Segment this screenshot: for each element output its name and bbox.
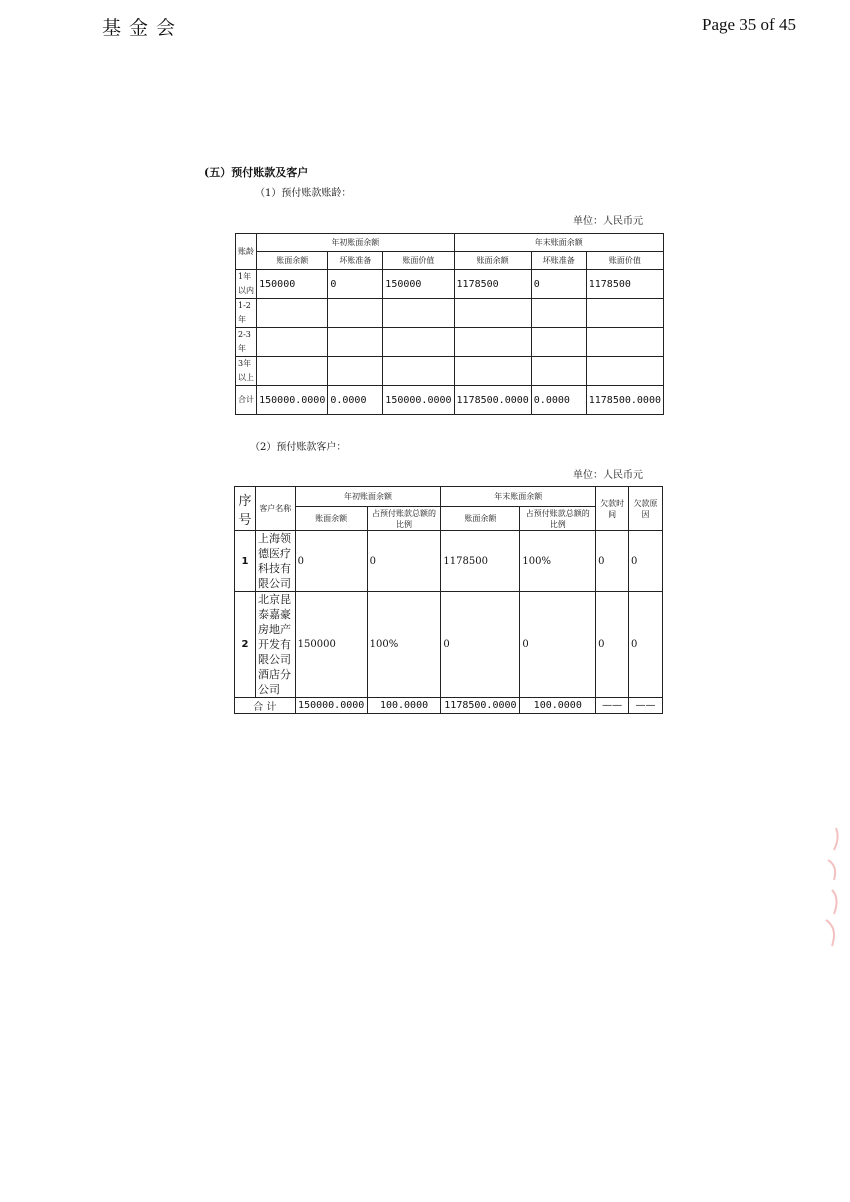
table-cell	[257, 328, 328, 357]
table-cell: ——	[629, 698, 663, 714]
aging-subheader: 账面价值	[383, 252, 454, 270]
table-cell: 0.0000	[531, 386, 586, 415]
stamp-graphic	[818, 820, 848, 950]
table-cell	[328, 299, 383, 328]
table-cell: 0	[629, 531, 663, 592]
table-cell: 150000.0000	[257, 386, 328, 415]
customers-group-begin: 年初账面余额	[295, 487, 441, 507]
customers-subheader-ratio: 占预付账款总额的比例	[367, 507, 441, 531]
table-row	[235, 592, 663, 698]
red-stamp-mark	[818, 820, 848, 950]
table-cell: 1178500.0000	[441, 698, 520, 714]
table-cell: 0.0000	[328, 386, 383, 415]
table-row	[235, 531, 663, 592]
table-cell	[531, 299, 586, 328]
table-cell	[257, 357, 328, 386]
table-cell: 0	[295, 531, 367, 592]
table-cell: 100%	[520, 531, 596, 592]
table-row	[236, 357, 664, 386]
table-cell: 1178500	[586, 270, 663, 299]
aging-group-begin: 年初账面余额	[257, 234, 454, 252]
aging-row-label: 1年以内	[236, 270, 257, 299]
aging-table	[235, 233, 664, 415]
aging-subheader: 坏账准备	[328, 252, 383, 270]
table-cell	[328, 357, 383, 386]
table-cell: 1178500	[454, 270, 531, 299]
customers-group-end: 年末账面余额	[441, 487, 596, 507]
table-cell	[531, 357, 586, 386]
table-cell: 0	[367, 531, 441, 592]
aging-group-end: 年末账面余额	[454, 234, 663, 252]
table-cell: 100.0000	[520, 698, 596, 714]
table-cell: 1178500	[441, 531, 520, 592]
table-cell: 0	[596, 531, 629, 592]
aging-unit: 单位：人民币元	[573, 216, 643, 227]
aging-subheader: 账面余额	[257, 252, 328, 270]
table-cell	[531, 328, 586, 357]
aging-subheader: 账面价值	[586, 252, 663, 270]
customer-index: 2	[235, 592, 256, 698]
table-cell: 0	[596, 592, 629, 698]
table-cell	[383, 328, 454, 357]
table-cell	[454, 328, 531, 357]
table-cell: 150000	[257, 270, 328, 299]
table-cell: 150000	[295, 592, 367, 698]
aging-subheader: 坏账准备	[531, 252, 586, 270]
table-row	[236, 270, 664, 299]
aging-row-label: 3年以上	[236, 357, 257, 386]
table-cell: 0	[629, 592, 663, 698]
table-cell: 0	[520, 592, 596, 698]
table-cell	[383, 299, 454, 328]
page-number: Page 35 of 45	[702, 15, 796, 34]
table-row-total	[235, 698, 663, 714]
table-cell: ——	[596, 698, 629, 714]
table-cell: 0	[328, 270, 383, 299]
customers-col-name: 客户名称	[255, 487, 295, 531]
customers-subheader-balance: 账面余额	[295, 507, 367, 531]
table-cell	[586, 328, 663, 357]
customers-col-owe-time: 欠款时间	[596, 487, 629, 531]
aging-row-label: 合计	[236, 386, 257, 415]
table-row-total	[236, 386, 664, 415]
table-cell: 1178500.0000	[454, 386, 531, 415]
table-cell	[454, 299, 531, 328]
table-cell	[454, 357, 531, 386]
table-cell: 100.0000	[367, 698, 441, 714]
table-cell: 150000.0000	[383, 386, 454, 415]
table-cell: 0	[531, 270, 586, 299]
aging-subtitle: （1）预付账款账龄：	[255, 188, 352, 199]
table-cell	[328, 328, 383, 357]
table-row	[236, 299, 664, 328]
section-title: (五）预付账款及客户	[204, 166, 309, 179]
customers-unit: 单位：人民币元	[573, 470, 643, 481]
customers-col-index: 序号	[235, 487, 256, 531]
customers-subheader-ratio: 占预付账款总额的比例	[520, 507, 596, 531]
header-org: 基金会	[102, 17, 184, 39]
table-cell: 150000	[383, 270, 454, 299]
table-cell	[257, 299, 328, 328]
aging-row-label: 1-2年	[236, 299, 257, 328]
aging-row-label: 2-3年	[236, 328, 257, 357]
table-cell	[586, 299, 663, 328]
table-row	[236, 328, 664, 357]
table-cell	[586, 357, 663, 386]
customers-table	[234, 486, 663, 714]
table-cell: 0	[441, 592, 520, 698]
customers-total-label: 合 计	[235, 698, 296, 714]
customer-index: 1	[235, 531, 256, 592]
table-cell: 1178500.0000	[586, 386, 663, 415]
customer-name: 上海领德医疗科技有限公司	[255, 531, 295, 592]
table-cell	[383, 357, 454, 386]
aging-subheader: 账面余额	[454, 252, 531, 270]
customer-name: 北京昆泰嘉豪房地产开发有限公司酒店分公司	[255, 592, 295, 698]
aging-col-header: 账龄	[236, 234, 257, 270]
customers-subheader-balance: 账面余额	[441, 507, 520, 531]
table-cell: 150000.0000	[295, 698, 367, 714]
table-cell: 100%	[367, 592, 441, 698]
customers-subtitle: （2）预付账款客户：	[250, 442, 347, 453]
customers-col-owe-reason: 欠款原因	[629, 487, 663, 531]
